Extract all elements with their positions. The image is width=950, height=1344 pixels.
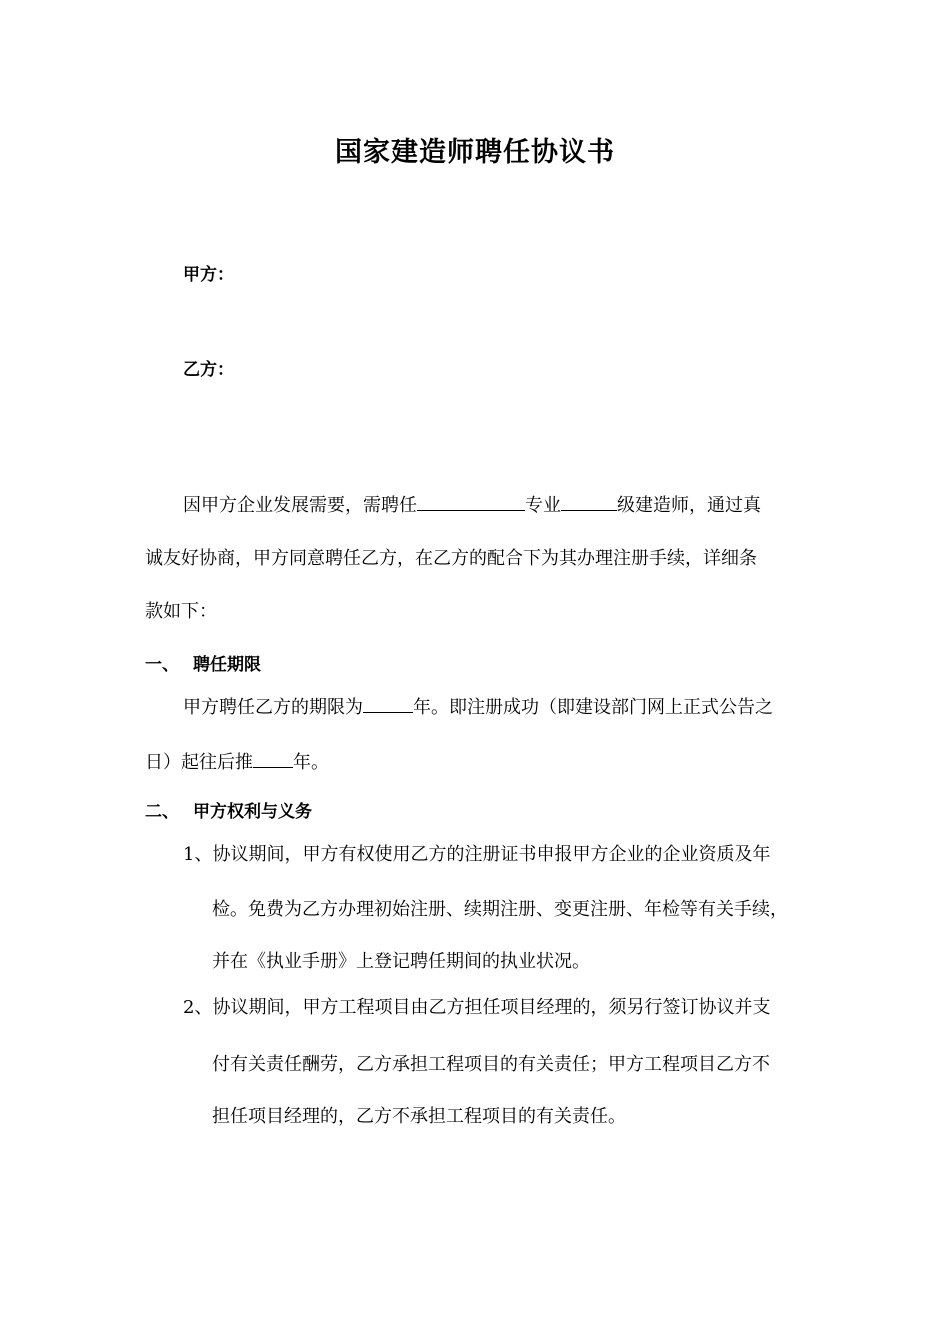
section-1-heading (145, 650, 261, 675)
item-1-line-3: 并在《执业手册》上登记聘任期间的执业状况。 (212, 951, 590, 972)
section-1-number: 一、 (145, 655, 179, 675)
major-blank (417, 492, 525, 511)
section-2-heading (145, 797, 312, 822)
term-years-blank-2 (253, 749, 293, 768)
item-1-line-1: 1、协议期间，甲方有权使用乙方的注册证书申报甲方企业的企业资质及年 (183, 844, 771, 865)
intro-line-3: 款如下： (145, 601, 217, 622)
section-1-line-1 (183, 694, 773, 720)
grade-blank (561, 492, 617, 511)
term-text-d: 年。 (293, 752, 329, 773)
term-years-blank (363, 694, 413, 713)
intro-text-c: 级建造师，通过真 (617, 495, 761, 516)
section-2-number: 二、 (145, 802, 179, 822)
intro-text-a: 因甲方企业发展需要，需聘任 (183, 495, 417, 516)
intro-line-1 (183, 492, 761, 518)
party-a-label: 甲方： (183, 265, 234, 285)
section-2-title: 甲方权利与义务 (193, 802, 312, 822)
section-1-title: 聘任期限 (193, 655, 261, 675)
term-text-c: 日）起往后推 (145, 752, 253, 773)
item-2-line-2: 付有关责任酬劳，乙方承担工程项目的有关责任；甲方工程项目乙方不 (212, 1054, 770, 1075)
section-1-line-2 (145, 749, 329, 775)
item-2-line-3: 担任项目经理的，乙方不承担工程项目的有关责任。 (212, 1106, 626, 1127)
document-title: 国家建造师聘任协议书 (335, 137, 615, 168)
item-2-line-1: 2、协议期间，甲方工程项目由乙方担任项目经理的，须另行签订协议并支 (183, 997, 771, 1018)
item-1-line-2: 检。免费为乙方办理初始注册、续期注册、变更注册、年检等有关手续， (212, 899, 788, 920)
intro-line-2: 诚友好协商，甲方同意聘任乙方，在乙方的配合下为其办理注册手续，详细条 (145, 548, 757, 569)
party-b-label: 乙方： (183, 360, 234, 380)
intro-text-b: 专业 (525, 495, 561, 516)
term-text-a: 甲方聘任乙方的期限为 (183, 697, 363, 718)
term-text-b: 年。即注册成功（即建设部门网上正式公告之 (413, 697, 773, 718)
